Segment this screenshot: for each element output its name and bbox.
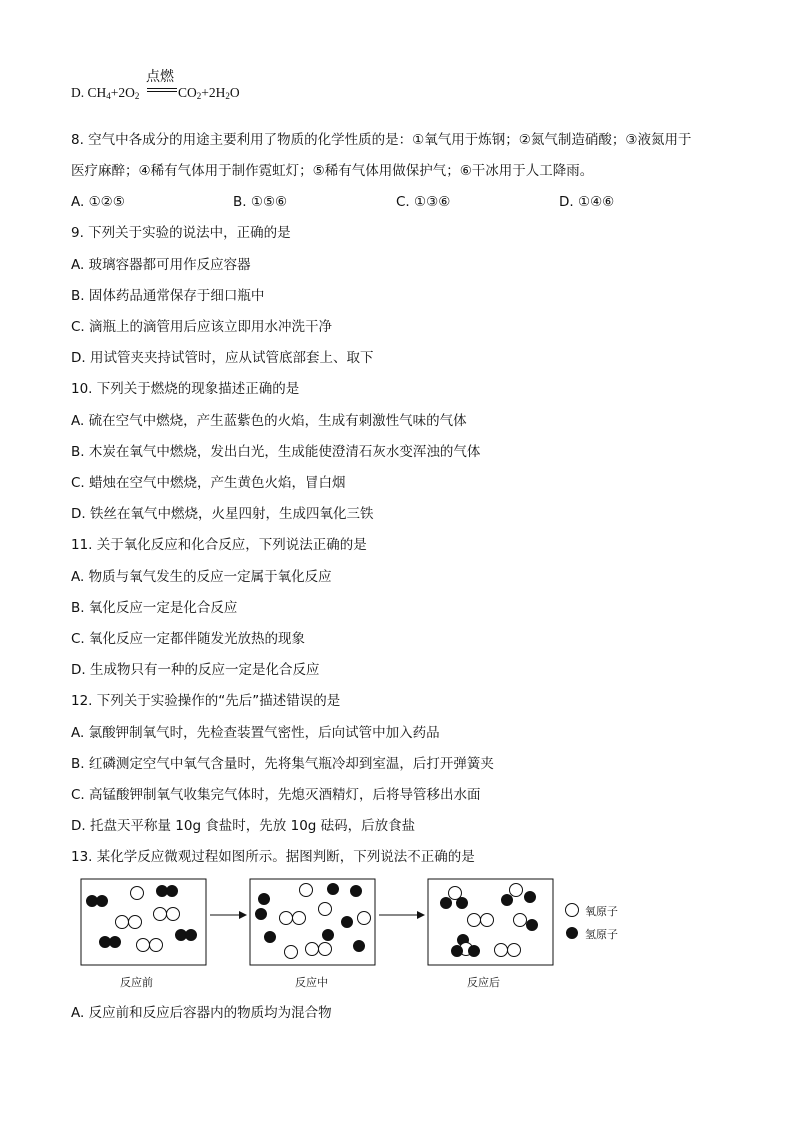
o-atom bbox=[495, 944, 508, 957]
h-atom bbox=[256, 909, 267, 920]
o-atom bbox=[300, 884, 313, 897]
subscript: 2 bbox=[196, 91, 202, 101]
subscript: 4 bbox=[106, 91, 111, 101]
caption-before: 反应前 bbox=[120, 976, 153, 989]
q9-option-a[interactable]: A. 玻璃容器都可用作反应容器 bbox=[71, 257, 251, 273]
q12-option-b[interactable]: B. 红磷测定空气中氧气含量时，先将集气瓶冷却到室温，后打开弹簧夹 bbox=[71, 756, 494, 772]
h-atom bbox=[527, 920, 538, 931]
option-letter: D. bbox=[71, 85, 88, 100]
legend-oxygen-icon bbox=[566, 904, 579, 917]
o-atom bbox=[280, 912, 293, 925]
q8-option-d[interactable]: D. ①④⑥ bbox=[559, 194, 615, 210]
h-atom bbox=[469, 946, 480, 957]
o-atom bbox=[510, 884, 523, 897]
q8-option-b[interactable]: B. ①⑤⑥ bbox=[233, 194, 288, 210]
subscript: 2 bbox=[134, 91, 140, 101]
h-atom bbox=[110, 937, 121, 948]
h-atom bbox=[167, 886, 178, 897]
q12-option-c[interactable]: C. 高锰酸钾制氧气收集完气体时，先熄灭酒精灯，后将导管移出水面 bbox=[71, 787, 481, 803]
o-atom bbox=[131, 887, 144, 900]
equation-double-line-top bbox=[147, 88, 177, 89]
formula-part: +2O bbox=[110, 85, 135, 100]
h-atom bbox=[176, 930, 187, 941]
formula-part: O bbox=[229, 85, 240, 100]
h-atom bbox=[87, 896, 98, 907]
q8-option-c[interactable]: C. ①③⑥ bbox=[396, 194, 451, 210]
formula-part: +2H bbox=[201, 85, 226, 100]
o-atom bbox=[129, 916, 142, 929]
h-atom bbox=[354, 941, 365, 952]
q13-stem: 13. 某化学反应微观过程如图所示。据图判断，下列说法不正确的是 bbox=[71, 849, 475, 865]
o-atom bbox=[154, 908, 167, 921]
o-atom bbox=[358, 912, 371, 925]
o-atom bbox=[319, 903, 332, 916]
q9-option-b[interactable]: B. 固体药品通常保存于细口瓶中 bbox=[71, 288, 265, 304]
q11-stem: 11. 关于氧化反应和化合反应，下列说法正确的是 bbox=[71, 537, 367, 553]
h-atom bbox=[323, 930, 334, 941]
equation-products bbox=[178, 85, 240, 101]
h-atom bbox=[157, 886, 168, 897]
q8-option-a[interactable]: A. ①②⑤ bbox=[71, 194, 125, 210]
q10-option-d[interactable]: D. 铁丝在氧气中燃烧，火星四射，生成四氧化三铁 bbox=[71, 506, 374, 522]
q11-option-c[interactable]: C. 氧化反应一定都伴随发光放热的现象 bbox=[71, 631, 306, 647]
q10-option-b[interactable]: B. 木炭在氧气中燃烧，发出白光，生成能使澄清石灰水变浑浊的气体 bbox=[71, 444, 481, 460]
formula-part: CO bbox=[178, 85, 197, 100]
h-atom bbox=[259, 894, 270, 905]
q11-option-a[interactable]: A. 物质与氧气发生的反应一定属于氧化反应 bbox=[71, 569, 332, 585]
h-atom bbox=[342, 917, 353, 928]
h-atom bbox=[502, 895, 513, 906]
q12-option-d[interactable]: D. 托盘天平称量 10g 食盐时，先放 10g 砝码，后放食盐 bbox=[71, 818, 416, 834]
q11-option-d[interactable]: D. 生成物只有一种的反应一定是化合反应 bbox=[71, 662, 320, 678]
subscript: 2 bbox=[225, 91, 230, 101]
o-atom bbox=[468, 914, 481, 927]
q12-stem: 12. 下列关于实验操作的“先后”描述错误的是 bbox=[71, 693, 341, 709]
reaction-micro-diagram bbox=[80, 875, 660, 995]
o-atom bbox=[137, 939, 150, 952]
o-atom bbox=[514, 914, 527, 927]
caption-during: 反应中 bbox=[295, 976, 328, 989]
h-atom bbox=[441, 898, 452, 909]
caption-after: 反应后 bbox=[467, 976, 500, 989]
o-atom bbox=[285, 946, 298, 959]
q13-option-a[interactable]: A. 反应前和反应后容器内的物质均为混合物 bbox=[71, 1005, 332, 1021]
o-atom bbox=[293, 912, 306, 925]
h-atom bbox=[97, 896, 108, 907]
o-atom bbox=[319, 943, 332, 956]
h-atom bbox=[186, 930, 197, 941]
h-atom bbox=[525, 892, 536, 903]
equation-reactants bbox=[71, 85, 139, 101]
o-atom bbox=[150, 939, 163, 952]
h-atom bbox=[457, 898, 468, 909]
h-atom bbox=[351, 886, 362, 897]
q9-stem: 9. 下列关于实验的说法中，正确的是 bbox=[71, 225, 291, 241]
q10-option-a[interactable]: A. 硫在空气中燃烧，产生蓝紫色的火焰，生成有刺激性气味的气体 bbox=[71, 413, 467, 429]
o-atom bbox=[116, 916, 129, 929]
h-atom bbox=[100, 937, 111, 948]
q12-option-a[interactable]: A. 氯酸钾制氧气时，先检查装置气密性，后向试管中加入药品 bbox=[71, 725, 440, 741]
o-atom bbox=[481, 914, 494, 927]
q10-stem: 10. 下列关于燃烧的现象描述正确的是 bbox=[71, 381, 300, 397]
legend-hydrogen-label: 氢原子 bbox=[585, 928, 618, 941]
legend-oxygen-label: 氧原子 bbox=[585, 905, 618, 918]
q8-stem-line1: 8. 空气中各成分的用途主要利用了物质的化学性质的是：①氧气用于炼钢；②氮气制造硝酸；③液氮用于 bbox=[71, 132, 692, 148]
h-atom bbox=[265, 932, 276, 943]
legend-hydrogen-icon bbox=[567, 928, 578, 939]
q11-option-b[interactable]: B. 氧化反应一定是化合反应 bbox=[71, 600, 238, 616]
h-atom bbox=[328, 884, 339, 895]
h-atom bbox=[452, 946, 463, 957]
reaction-diagram-svg bbox=[80, 875, 660, 995]
q9-option-d[interactable]: D. 用试管夹夹持试管时，应从试管底部套上、取下 bbox=[71, 350, 374, 366]
q10-option-c[interactable]: C. 蜡烛在空气中燃烧，产生黄色火焰，冒白烟 bbox=[71, 475, 346, 491]
q8-stem-line2: 医疗麻醉；④稀有气体用于制作霓虹灯；⑤稀有气体用做保护气；⑥干冰用于人工降雨。 bbox=[71, 163, 594, 179]
formula-part: CH bbox=[87, 85, 107, 100]
o-atom bbox=[306, 943, 319, 956]
o-atom bbox=[508, 944, 521, 957]
q9-option-c[interactable]: C. 滴瓶上的滴管用后应该立即用水冲洗干净 bbox=[71, 319, 333, 335]
equation-double-line-bottom bbox=[147, 91, 177, 92]
equation-option-d bbox=[71, 66, 371, 106]
reaction-condition: 点燃 bbox=[146, 69, 174, 85]
o-atom bbox=[167, 908, 180, 921]
